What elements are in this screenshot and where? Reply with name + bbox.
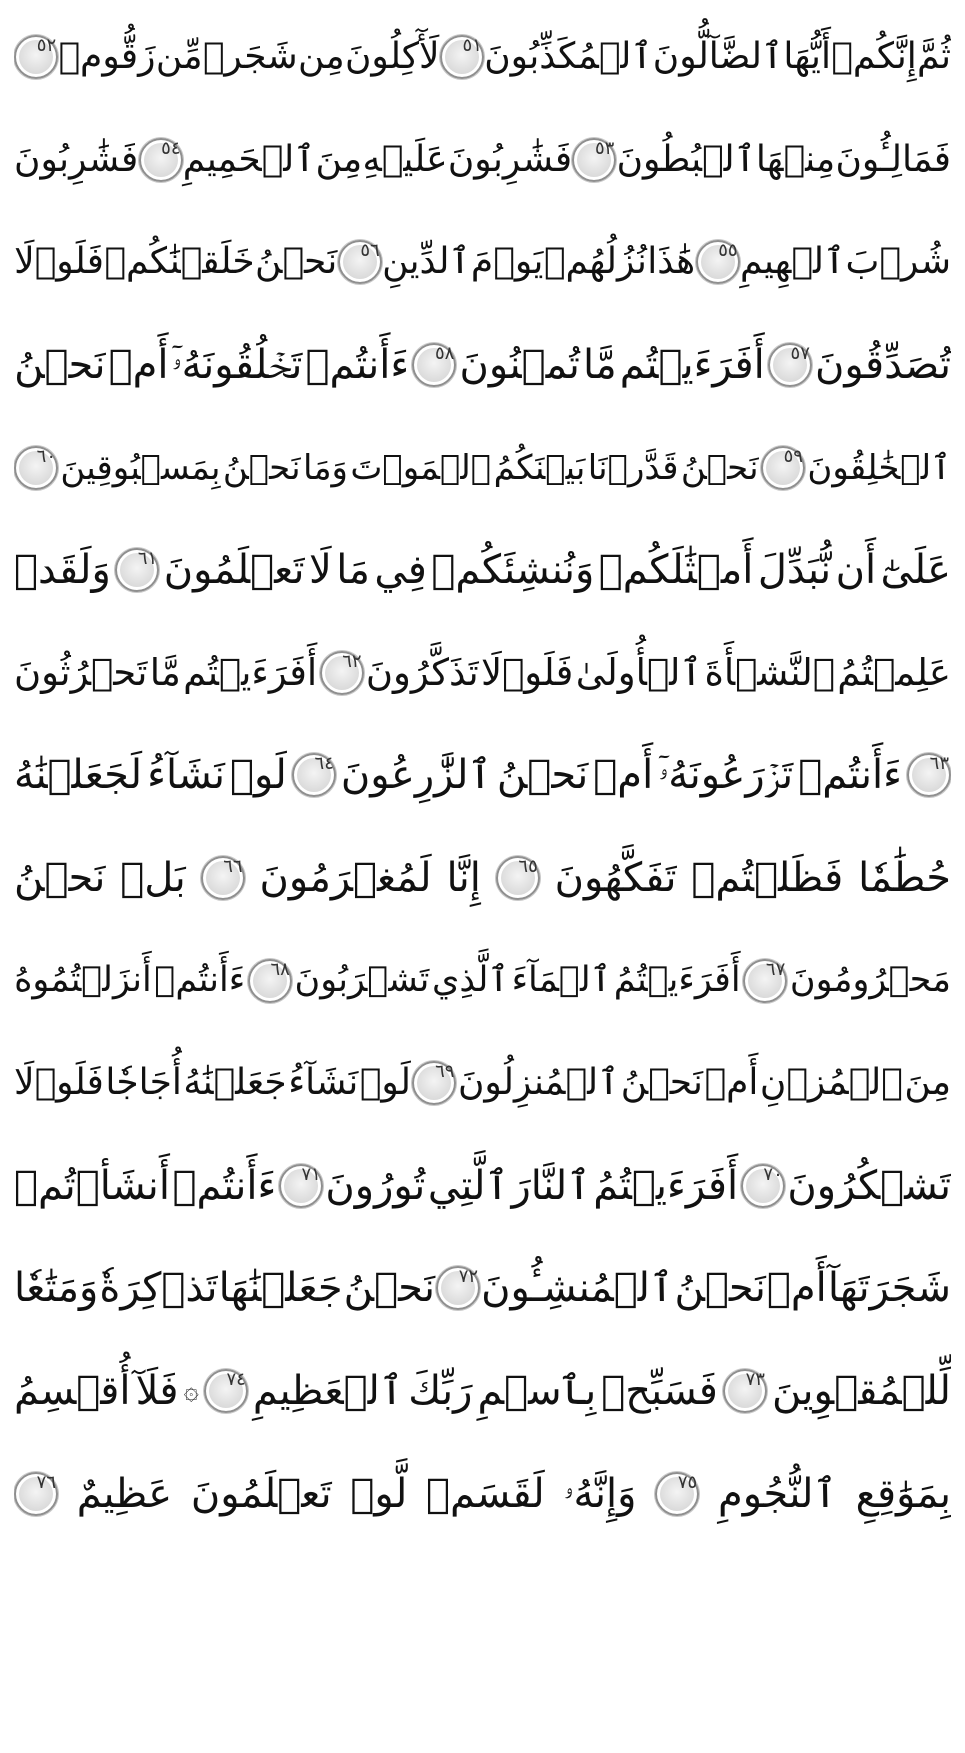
arabic-word: فَشَٰرِبُونَ <box>14 138 139 180</box>
arabic-word: ٱلۡأُولَىٰ <box>575 651 703 695</box>
ayah-number-marker: ٦٨ <box>248 959 292 1003</box>
arabic-word: ءَأَنتُمۡ <box>172 1162 277 1209</box>
arabic-word: تَفَكَّهُونَ <box>554 855 677 902</box>
arabic-word: وَلَقَدۡ <box>14 547 111 594</box>
arabic-word: وَنُنشِئَكُمۡ <box>431 547 595 594</box>
arabic-word: لَوۡ <box>359 1062 411 1104</box>
arabic-word: ٱلۡمُكَذِّبُونَ <box>484 36 653 78</box>
arabic-word: وَمَتَٰعٗا <box>14 1265 99 1312</box>
arabic-word: تُصَدِّقُونَ <box>815 342 951 389</box>
ayah-number-marker: ٦٢ <box>320 651 364 695</box>
arabic-word: عَلَىٰٓ <box>880 547 951 594</box>
arabic-word: رَبِّكَ <box>408 1368 473 1415</box>
arabic-word: بِٱسۡمِ <box>477 1368 597 1415</box>
arabic-word: أَمۡ <box>766 1265 827 1312</box>
arabic-word: لَا <box>309 547 332 594</box>
arabic-word: نَشَآءُ <box>288 1062 359 1104</box>
ayah-number-marker: ٧٢ <box>436 1266 480 1310</box>
arabic-word: فَلَآ <box>135 1368 179 1415</box>
ayah-number-marker: ٥٨ <box>412 343 456 387</box>
arabic-word: لَّوۡ <box>350 1470 408 1517</box>
arabic-word: تَذَكَّرُونَ <box>365 651 479 695</box>
arabic-word: يَوۡمَ <box>470 241 544 283</box>
arabic-word: مِّن <box>155 36 203 78</box>
arabic-word: نَحۡنُ <box>255 241 338 283</box>
arabic-word: بِمَسۡبُوقِينَ <box>60 447 221 488</box>
arabic-word: فَمَالِـُٔونَ <box>835 138 951 180</box>
arabic-word: فَظَلۡتُمۡ <box>691 855 844 902</box>
arabic-word: لَأٓكِلُونَ <box>344 36 440 78</box>
arabic-word: مَحۡرُومُونَ <box>789 960 951 1001</box>
arabic-word: لَجَعَلۡنَٰهُ <box>14 752 143 799</box>
arabic-word: ٱلۡحَمِيمِ <box>182 138 316 180</box>
arabic-word: فَسَبِّحۡ <box>601 1368 718 1415</box>
arabic-word: مِنَ <box>904 1062 951 1104</box>
arabic-word: فَشَٰرِبُونَ <box>447 138 573 180</box>
text-line <box>14 724 951 827</box>
arabic-word: تُورُونَ <box>325 1162 426 1209</box>
arabic-word: أَمۡ <box>704 1062 759 1104</box>
ayah-number-marker: ٧١ <box>279 1164 323 1208</box>
arabic-word: ءَأَنتُمۡ <box>305 342 410 389</box>
ayah-number-marker: ٦٧ <box>743 959 787 1003</box>
arabic-word: عَلِمۡتُمُ <box>837 651 951 695</box>
text-line <box>14 416 951 519</box>
arabic-word: نَحۡنُ <box>222 447 301 488</box>
arabic-word: شَجَرَتَهَآ <box>827 1265 951 1312</box>
arabic-word: ٱلنُّجُومِ <box>717 1470 837 1517</box>
ayah-number-marker: ٥٣ <box>572 138 616 182</box>
arabic-word: أَفَرَءَيۡتُمُ <box>613 960 741 1001</box>
arabic-word: أَفَرَءَيۡتُمُ <box>593 1162 739 1209</box>
arabic-word: ٱلۡمَوۡتَ <box>350 447 492 488</box>
arabic-word: تُمۡنُونَ <box>459 342 580 389</box>
ayah-number-marker: ٧٣ <box>723 1369 767 1413</box>
arabic-word: أَنزَلۡتُمُوهُ <box>14 960 152 1001</box>
arabic-word: لِّلۡمُقۡوِينَ <box>771 1368 951 1415</box>
arabic-word: ٱلۡمُزۡنِ <box>759 1062 903 1104</box>
arabic-word: فَلَوۡلَا <box>14 241 104 283</box>
arabic-word: جَعَلۡنَٰهَا <box>218 1265 343 1312</box>
arabic-word: نَشَآءُ <box>147 752 225 799</box>
arabic-word: عَلَيۡهِ <box>362 138 448 180</box>
arabic-word: تَزۡرَعُونَهُۥٓ <box>658 752 794 799</box>
arabic-word: بَيۡنَكُمُ <box>493 447 586 488</box>
ayah-number-marker: ٧٠ <box>741 1164 785 1208</box>
ayah-number-marker: ٦١ <box>115 548 159 592</box>
arabic-word: ٱلۡمَآءَ <box>511 960 612 1001</box>
arabic-word: نَحۡنُ <box>680 447 759 488</box>
arabic-word: تَشۡرَبُونَ <box>294 960 430 1001</box>
ayah-number-marker: ٦٠ <box>14 446 58 490</box>
ayah-number-marker: ٦٩ <box>412 1061 456 1105</box>
arabic-word: ٱلَّذِي <box>431 960 509 1001</box>
arabic-word: لَقَسَمٞ <box>426 1470 545 1517</box>
text-line <box>14 622 951 725</box>
arabic-word: نُزُلُهُمۡ <box>543 241 647 283</box>
ayah-number-marker: ٥٧ <box>768 343 812 387</box>
arabic-word: إِنَّكُمۡ <box>831 36 917 78</box>
ayah-number-marker: ٦٣ <box>907 753 951 797</box>
text-line <box>14 314 951 417</box>
text-line <box>14 109 951 212</box>
arabic-word: أَمۡ <box>593 752 654 799</box>
hizb-star-icon: ۞ <box>183 1376 199 1407</box>
arabic-word: بِمَوَٰقِعِ <box>855 1470 951 1517</box>
arabic-word: مَا <box>336 547 370 594</box>
arabic-word: ٱلزَّٰرِعُونَ <box>340 752 492 799</box>
arabic-word: ٱلدِّينِ <box>382 241 471 283</box>
text-line <box>14 519 951 622</box>
arabic-word: ٱلنَّشۡأَةَ <box>704 651 835 695</box>
ayah-number-marker: ٥٦ <box>338 240 382 284</box>
text-line <box>14 1237 951 1340</box>
text-line <box>14 1032 951 1135</box>
ayah-number-marker: ٥١ <box>440 35 484 79</box>
arabic-word: فِي <box>374 547 427 594</box>
arabic-word: نَحۡنُ <box>14 342 106 389</box>
arabic-word: ٱلَّتِي <box>427 1162 509 1209</box>
arabic-word: ثُمَّ <box>917 36 951 78</box>
arabic-word: أَفَرَءَيۡتُم <box>619 342 765 389</box>
text-line <box>14 211 951 314</box>
ayah-number-marker: ٦٥ <box>496 856 540 900</box>
arabic-word: قَدَّرۡنَا <box>587 447 679 488</box>
arabic-word: هَٰذَا <box>647 241 696 283</box>
text-line <box>14 827 951 930</box>
arabic-word: مِن <box>297 36 345 78</box>
arabic-word: ٱلنَّارَ <box>511 1162 591 1209</box>
arabic-word: ٱلۡمُنشِـُٔونَ <box>481 1265 674 1312</box>
arabic-word: زَقُّومٖ <box>58 36 156 78</box>
arabic-word: تَشۡكُرُونَ <box>787 1162 951 1209</box>
arabic-word: مَّا <box>583 342 617 389</box>
arabic-word: مِنۡهَا <box>755 138 836 180</box>
arabic-word: تَحۡرُثُونَ <box>14 651 148 695</box>
arabic-word: أَن <box>835 547 877 594</box>
arabic-word: نُّبَدِّلَ <box>757 547 832 594</box>
arabic-word: ٱلۡهِيمِ <box>739 241 846 283</box>
text-line <box>14 1340 951 1443</box>
arabic-word: ٱلۡخَٰلِقُونَ <box>807 447 951 488</box>
arabic-word: إِنَّا <box>446 855 481 902</box>
text-line <box>14 1442 951 1545</box>
arabic-word: حُطَٰمٗا <box>858 855 951 902</box>
text-line <box>14 1135 951 1238</box>
arabic-word: أَمۡ <box>108 342 169 389</box>
arabic-word: لَوۡ <box>229 752 287 799</box>
arabic-word: ٱلۡبُطُونَ <box>616 138 756 180</box>
text-line <box>14 929 951 1032</box>
arabic-word: فَلَوۡلَا <box>481 651 574 695</box>
arabic-word: أُقۡسِمُ <box>14 1368 131 1415</box>
arabic-word: جَعَلۡنَٰهُ <box>183 1062 287 1104</box>
arabic-word: أَمۡثَٰلَكُمۡ <box>598 547 754 594</box>
arabic-word: تَخۡلُقُونَهُۥٓ <box>171 342 303 389</box>
ayah-number-marker: ٥٩ <box>761 446 805 490</box>
arabic-word: نَحۡنُ <box>343 1265 436 1312</box>
arabic-word: أَيُّهَا <box>783 36 831 78</box>
arabic-word: تَعۡلَمُونَ <box>190 1470 332 1517</box>
arabic-word: ٱلۡعَظِيمِ <box>252 1368 404 1415</box>
ayah-number-marker: ٧٦ <box>14 1472 58 1516</box>
arabic-word: ءَأَنتُمۡ <box>154 960 246 1001</box>
arabic-word: لَمُغۡرَمُونَ <box>259 855 432 902</box>
arabic-word: وَإِنَّهُۥ <box>563 1470 637 1517</box>
ayah-number-marker: ٥٤ <box>139 138 183 182</box>
arabic-word: تَذۡكِرَةٗ <box>99 1265 218 1312</box>
arabic-word: وَمَا <box>302 447 348 488</box>
arabic-word: مِنَ <box>315 138 363 180</box>
arabic-word: تَعۡلَمُونَ <box>163 547 305 594</box>
text-line <box>14 6 951 109</box>
arabic-word: ءَأَنتُمۡ <box>798 752 902 799</box>
arabic-word: مَّا <box>149 651 181 695</box>
arabic-word: شَجَرٖ <box>202 36 298 78</box>
arabic-word: بَلۡ <box>120 855 186 902</box>
ayah-number-marker: ٦٤ <box>292 753 336 797</box>
arabic-word: خَلَقۡنَٰكُمۡ <box>104 241 255 283</box>
arabic-word: أَنشَأۡتُمۡ <box>14 1162 170 1209</box>
ayah-number-marker: ٥٥ <box>696 240 740 284</box>
ayah-number-marker: ٦٦ <box>201 856 245 900</box>
arabic-word: نَحۡنُ <box>620 1062 703 1104</box>
ayah-number-marker: ٧٤ <box>204 1369 248 1413</box>
ayah-number-marker: ٥٢ <box>14 35 58 79</box>
ayah-number-marker: ٧٥ <box>655 1472 699 1516</box>
arabic-word: أَفَرَءَيۡتُم <box>183 651 318 695</box>
arabic-word: ٱلۡمُنزِلُونَ <box>457 1062 620 1104</box>
arabic-word: شُرۡبَ <box>845 241 951 283</box>
arabic-word: فَلَوۡلَا <box>14 1062 104 1104</box>
arabic-word: أُجَاجٗا <box>105 1062 182 1104</box>
arabic-word: نَحۡنُ <box>674 1265 766 1312</box>
arabic-word: عَظِيمٌ <box>76 1470 173 1517</box>
arabic-word: ٱلضَّآلُّونَ <box>652 36 784 78</box>
arabic-word: نَحۡنُ <box>496 752 589 799</box>
arabic-word: نَحۡنُ <box>14 855 106 902</box>
